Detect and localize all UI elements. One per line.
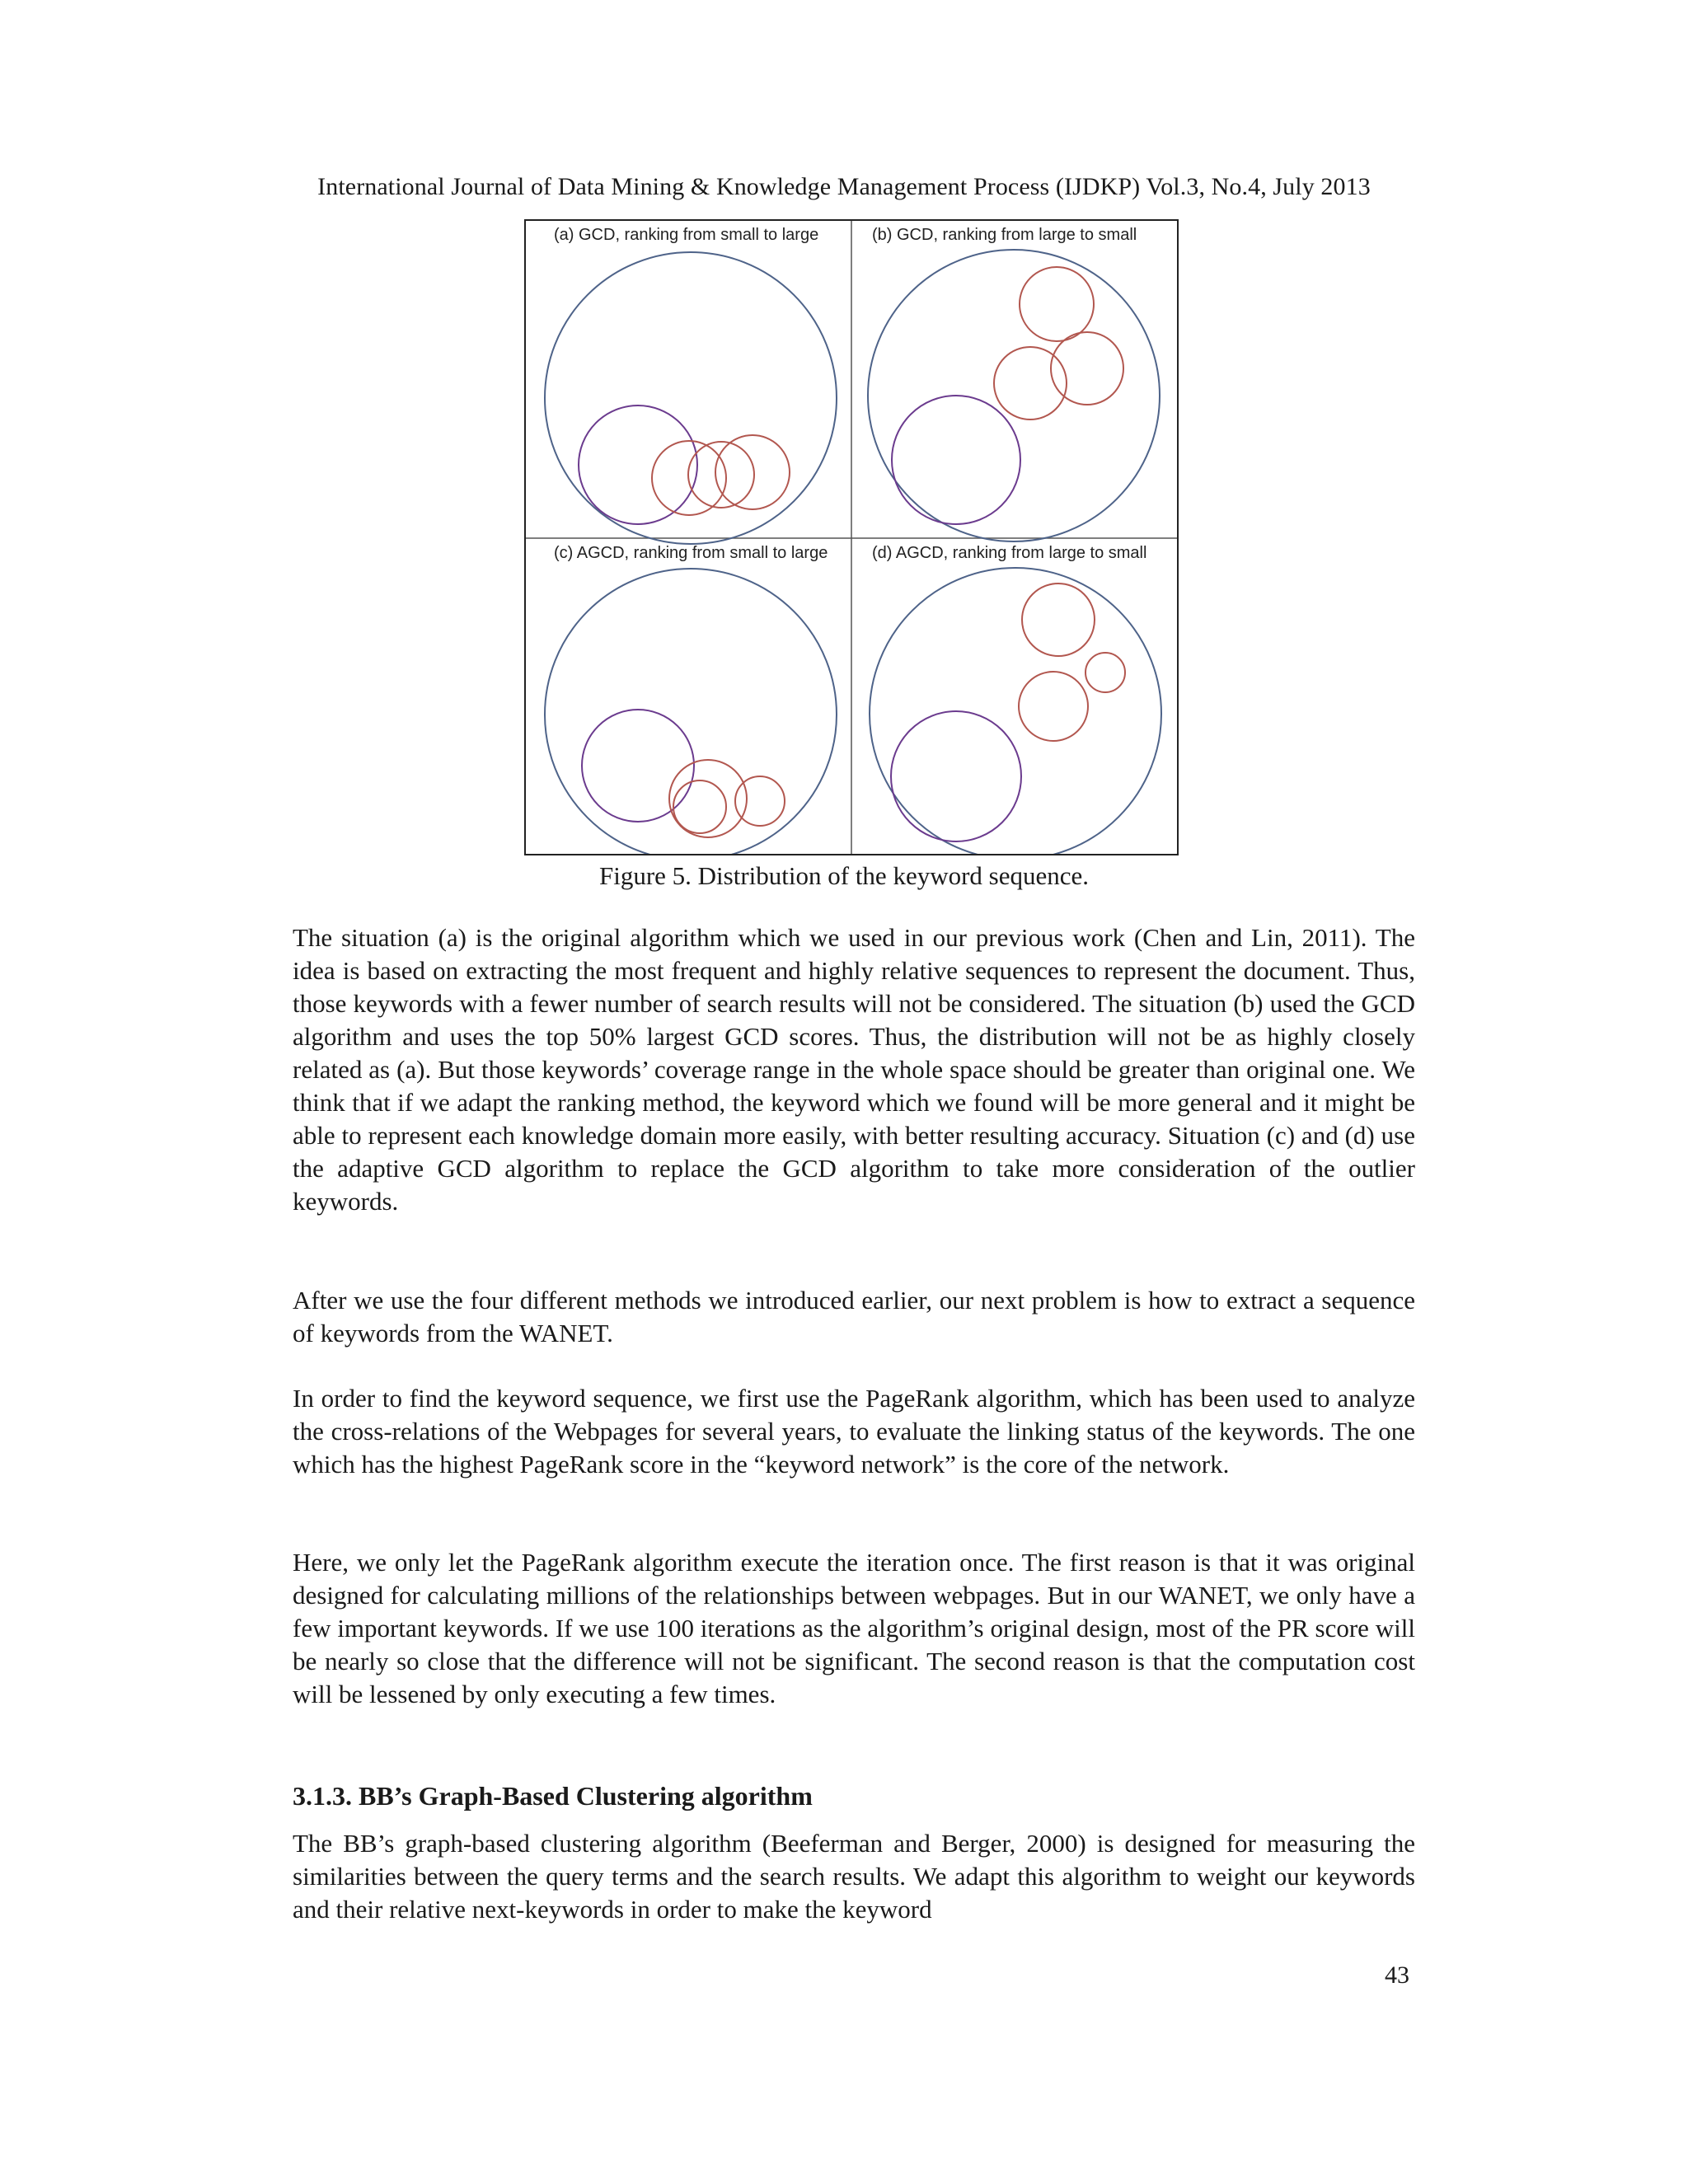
running-header: International Journal of Data Mining & Knowledge Management Process (IJDKP) Vol.3, No.4, July 2013 — [317, 173, 1371, 200]
section-heading: 3.1.3. BB’s Graph-Based Clustering algorithm — [293, 1781, 813, 1811]
panel-d — [870, 568, 1161, 854]
largest-keyword-circle — [892, 396, 1020, 524]
keyword-circle — [1051, 332, 1123, 405]
panel-a-label: (a) GCD, ranking from small to large — [554, 226, 819, 244]
largest-keyword-circle — [891, 711, 1021, 841]
outer-space-circle — [545, 252, 837, 544]
figure-5 — [524, 219, 1179, 855]
panel-c-label: (c) AGCD, ranking from small to large — [554, 544, 828, 562]
largest-keyword-circle — [579, 405, 697, 524]
keyword-circle — [735, 776, 785, 826]
keyword-circle — [1022, 583, 1095, 656]
panel-b — [868, 250, 1160, 541]
panel-b-label: (b) GCD, ranking from large to small — [872, 226, 1137, 244]
body-paragraph-1: The situation (a) is the original algorithm which we used in our previous work (Chen and Lin, 2011). The idea is based on extracting the most frequent and highly relative sequences to represent the document. Thus, those keywords with a fewer number of search results will not be considered. The situation (b) used the GCD algorithm and uses the top 50% largest GCD scores. Thus, the distribution will not be as highly closely related as (a). But those keywords’ coverage range in the whole space should be greater than original one. We think that if we adapt the ranking method, the keyword which we found will be more general and it might be able to represent each knowledge domain more easily, with better resulting accuracy. Situation (c) and (d) use the adaptive GCD algorithm to replace the GCD algorithm to take more consideration of the outlier keywords. — [293, 923, 1415, 1216]
keyword-distribution-diagram — [526, 221, 1177, 854]
figure-caption: Figure 5. Distribution of the keyword sequence. — [598, 861, 1090, 890]
outer-space-circle — [545, 569, 837, 854]
outer-space-circle — [868, 250, 1160, 541]
body-paragraph-4: Here, we only let the PageRank algorithm execute the iteration once. The first reason is that it was original designed for calculating millions of the relationships between webpages. But in our WANET, we only have a few important keywords. If we use 100 iterations as the algorithm’s original design, most of the PR score will be nearly so close that the difference will not be significant. The second reason is that the computation cost will be lessened by only executing a few times. — [293, 1548, 1415, 1708]
keyword-circle — [1019, 672, 1088, 741]
largest-keyword-circle — [582, 710, 694, 822]
keyword-circle — [715, 435, 790, 509]
section-paragraph: The BB’s graph-based clustering algorithm (Beeferman and Berger, 2000) is designed for measuring the similarities between the query terms and the search results. We adapt this algorithm to weight our keywords and their relative next-keywords in order to make the keyword — [293, 1829, 1415, 1924]
panel-d-label: (d) AGCD, ranking from large to small — [872, 544, 1147, 562]
page-number: 43 — [1385, 1961, 1409, 1989]
body-paragraph-2: After we use the four different methods we introduced earlier, our next problem is how to extract a sequence of keywords from the WANET. — [293, 1286, 1415, 1347]
panel-a — [545, 252, 837, 544]
outer-space-circle — [870, 568, 1161, 854]
keyword-circle — [994, 347, 1067, 419]
body-paragraph-3: In order to find the keyword sequence, we first use the PageRank algorithm, which has been used to analyze the cross-relations of the Webpages for several years, to evaluate the linking status of the keywords. The one which has the highest PageRank score in the “keyword network” is the core of the network. — [293, 1384, 1415, 1479]
keyword-circle — [673, 780, 726, 833]
keyword-circle — [1020, 267, 1094, 341]
panel-c — [545, 569, 837, 854]
keyword-circle — [1085, 653, 1125, 692]
